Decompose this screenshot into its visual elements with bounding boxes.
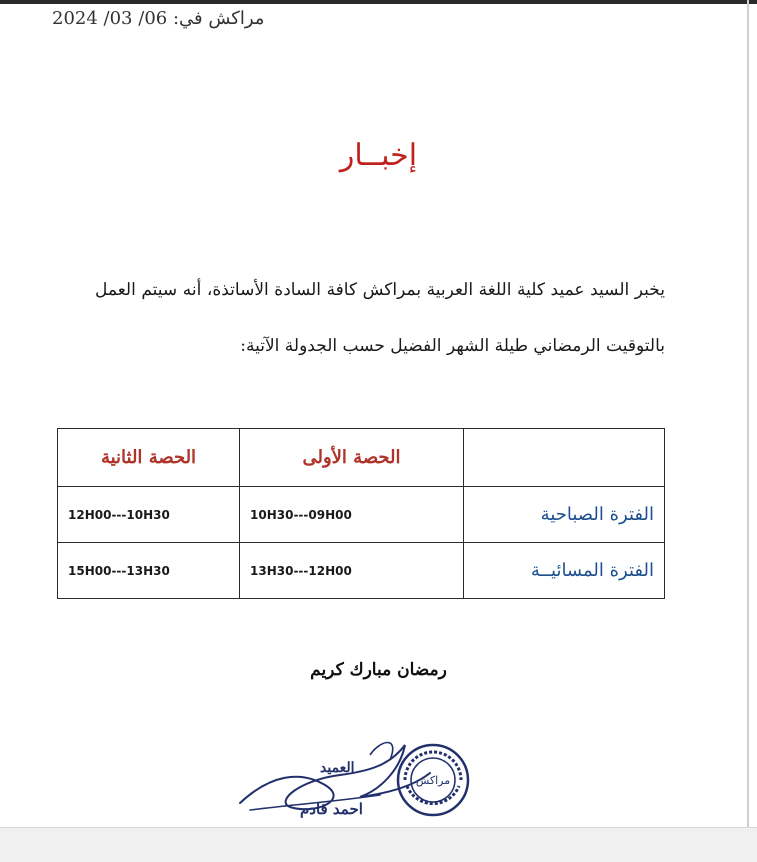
cell-morning-first: 10H30---09H00 bbox=[240, 487, 464, 543]
cell-morning-second: 12H00---10H30 bbox=[58, 487, 240, 543]
official-stamp-icon bbox=[395, 742, 471, 818]
header-first-session: الحصة الأولى bbox=[240, 429, 464, 487]
header-empty-cell bbox=[464, 429, 665, 487]
cell-evening-first: 13H30---12H00 bbox=[240, 543, 464, 599]
dean-name: احمد قادم bbox=[300, 800, 363, 818]
announcement-paragraph: يخبر السيد عميد كلية اللغة العربية بمراكش كافة السادة الأساتذة، أنه سيتم العمل بالتوقيت الرمضاني طيلة الشهر الفضيل حسب الجدولة الآتية: bbox=[95, 280, 665, 356]
schedule-table bbox=[57, 428, 665, 599]
dean-title: العميد bbox=[320, 760, 355, 776]
stamp-text: مراكش bbox=[415, 774, 451, 787]
table-row bbox=[58, 487, 665, 543]
table-row bbox=[58, 543, 665, 599]
table-header-row bbox=[58, 429, 665, 487]
cell-evening-second: 15H00---13H30 bbox=[58, 543, 240, 599]
bottom-band bbox=[0, 827, 757, 862]
right-border bbox=[747, 0, 749, 862]
document-title: إخبــار bbox=[339, 138, 418, 173]
row-label-evening: الفترة المسائيــة bbox=[464, 543, 665, 599]
header-second-session: الحصة الثانية bbox=[58, 429, 240, 487]
row-label-morning: الفترة الصباحية bbox=[464, 487, 665, 543]
date-line: مراكش في: 06/ 03/ 2024 bbox=[52, 8, 265, 29]
closing-greeting: رمضان مبارك كريم bbox=[310, 660, 447, 680]
top-border bbox=[0, 0, 757, 4]
